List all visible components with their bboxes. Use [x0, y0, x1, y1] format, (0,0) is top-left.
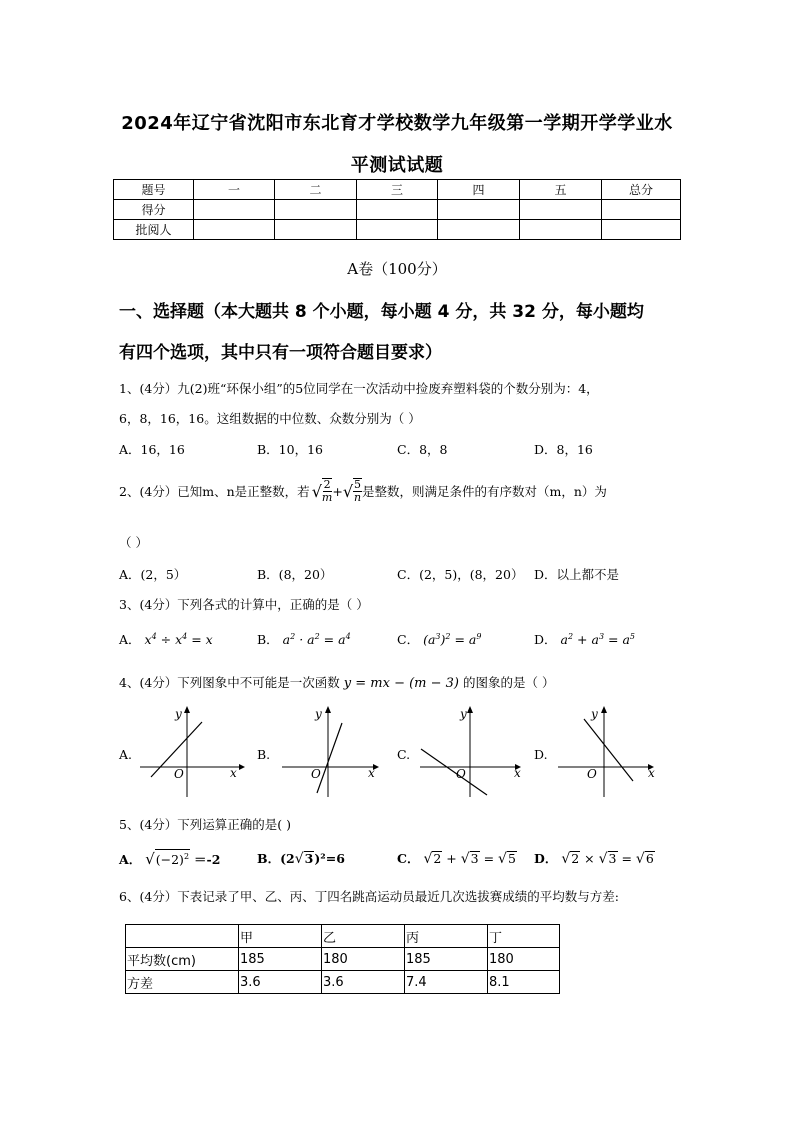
q3-stem: 3、(4分）下列各式的计算中，正确的是（ ）: [119, 597, 369, 612]
y-axis-label: y: [315, 707, 322, 721]
score-cell[interactable]: [357, 200, 438, 220]
q5-formula-a-radicand: $(-2)^2$: [155, 849, 190, 866]
q2-stem-line-1: [119, 478, 607, 504]
score-table-row: [114, 220, 681, 240]
q2-f2-num: 5: [354, 478, 362, 491]
q5-label-a: A．: [119, 852, 142, 868]
score-cell[interactable]: [520, 220, 602, 240]
score-cell[interactable]: [438, 200, 520, 220]
sqrt-icon: √: [311, 481, 322, 501]
q4-stem-prefix: 4、(4分）下列图象中不可能是一次函数: [119, 675, 340, 690]
q3-label-a: A．: [119, 632, 141, 647]
q4-graph-d[interactable]: [556, 705, 660, 800]
q5-option-c[interactable]: [397, 849, 517, 867]
stats-cell: 180: [322, 948, 405, 971]
y-axis-arrow-icon: [184, 706, 190, 713]
q2-option-c[interactable]: C．(2，5)，(8，20）: [397, 567, 524, 582]
q2-f2-den: n: [353, 491, 362, 504]
stats-cell: 180: [488, 948, 560, 971]
score-cell[interactable]: [275, 220, 357, 240]
q2-option-a[interactable]: A．(2，5）: [119, 567, 187, 582]
q3-formula-b: $a^2 \cdot a^2 = a^4$: [282, 631, 351, 647]
stats-cell: 7.4: [405, 971, 488, 994]
y-axis-label: y: [460, 707, 467, 721]
stats-header-cell: 丁: [488, 925, 560, 948]
x-axis-label: x: [514, 766, 521, 780]
q2-fraction-2: [353, 478, 362, 504]
score-header-cell: 总分: [602, 180, 681, 200]
y-axis-arrow-icon: [467, 706, 473, 713]
function-line: [317, 723, 342, 793]
q1-stem-line-1: 1、(4分）九(2)班“环保小组”的5位同学在一次活动中捡废弃塑料袋的个数分别为：4，: [119, 381, 599, 396]
stats-header-cell: 丙: [405, 925, 488, 948]
q6-stats-table: [125, 924, 560, 994]
score-cell[interactable]: [438, 220, 520, 240]
score-table-header-row: [114, 180, 681, 200]
q4-option-c-label[interactable]: C.: [397, 747, 411, 762]
score-header-cell: 题号: [114, 180, 194, 200]
q4-formula: y = mx − (m − 3): [343, 676, 459, 691]
score-cell[interactable]: [520, 200, 602, 220]
stats-cell: 185: [239, 948, 322, 971]
paper-volume: A卷（100分）: [347, 260, 447, 278]
origin-label: O: [456, 767, 466, 781]
q5-stem: 5、(4分）下列运算正确的是( ): [119, 817, 292, 832]
q3-formula-d: $a^2 + a^3 = a^5$: [560, 631, 635, 647]
q5-formula-b-base: (2: [280, 851, 295, 866]
score-cell[interactable]: [602, 200, 681, 220]
q4-option-b-label[interactable]: B.: [257, 747, 271, 762]
stats-header-row: [126, 925, 560, 948]
title-line-1: 2024年辽宁省沈阳市东北育才学校数学九年级第一学期开学学业水: [121, 113, 673, 134]
origin-label: O: [311, 767, 321, 781]
stats-row: [126, 948, 560, 971]
q2-f1-num: 2: [323, 478, 331, 491]
q6-stem: 6、(4分）下表记录了甲、乙、丙、丁四名跳高运动员最近几次选拔赛成绩的平均数与方差:: [119, 889, 619, 904]
score-cell[interactable]: [194, 220, 275, 240]
stats-cell: 平均数(cm): [126, 948, 239, 971]
y-axis-label: y: [591, 707, 598, 721]
q4-option-d-label[interactable]: D.: [534, 747, 548, 762]
q3-formula-c: $(a^3)^2 = a^9$: [423, 631, 482, 647]
q1-option-b[interactable]: B．10，16: [257, 442, 323, 457]
q1-option-d[interactable]: D．8，16: [534, 442, 593, 457]
q1-stem-line-2: 6，8，16，16。这组数据的中位数、众数分别为（ ）: [119, 411, 421, 426]
stats-cell: 3.6: [239, 971, 322, 994]
score-cell[interactable]: [275, 200, 357, 220]
stats-header-cell: 乙: [322, 925, 405, 948]
score-cell[interactable]: [194, 200, 275, 220]
y-axis-arrow-icon: [601, 706, 607, 713]
x-axis-label: x: [648, 766, 655, 780]
q3-option-d[interactable]: [534, 630, 635, 648]
origin-label: O: [174, 767, 184, 781]
score-row-label: 得分: [114, 200, 194, 220]
stats-cell: 8.1: [488, 971, 560, 994]
q4-stem: [119, 673, 554, 691]
x-axis-label: x: [230, 766, 237, 780]
stats-row: [126, 971, 560, 994]
y-axis-label: y: [175, 707, 182, 721]
function-line: [421, 749, 487, 795]
q5-formula-b-radicand: 3: [304, 851, 314, 866]
stats-cell: 3.6: [322, 971, 405, 994]
sqrt-icon: √: [342, 481, 354, 501]
q2-fraction-1: [322, 478, 332, 504]
q3-option-c[interactable]: [397, 630, 481, 648]
q5-formula-c: √2 + √3 = √5: [423, 851, 516, 867]
q4-graph-c[interactable]: [415, 705, 527, 800]
q3-label-c: C．: [397, 632, 420, 647]
score-row-label: 批阅人: [114, 220, 194, 240]
q3-formula-a: $x^4 \div x^4 = x$: [144, 631, 213, 647]
q2-suffix: 是整数，则满足条件的有序数对（m，n）为: [362, 484, 607, 499]
score-header-cell: 五: [520, 180, 602, 200]
stats-header-cell: 甲: [239, 925, 322, 948]
q2-f1-den: m: [321, 491, 333, 504]
title-line-2: 平测试试题: [350, 155, 444, 176]
q5-label-c: C．: [397, 851, 420, 866]
score-cell[interactable]: [602, 220, 681, 240]
q3-label-d: D．: [534, 632, 557, 647]
q5-formula-d: √2 × √3 = √6: [561, 851, 654, 867]
q3-option-a[interactable]: [119, 630, 213, 648]
section-heading-line-1: 一、选择题（本大题共 8 个小题，每小题 4 分，共 32 分，每小题均: [119, 302, 644, 322]
section-heading-line-2: 有四个选项，其中只有一项符合题目要求）: [119, 343, 442, 363]
q5-option-d[interactable]: [534, 849, 655, 867]
score-table: [113, 179, 681, 240]
q3-option-b[interactable]: [257, 630, 351, 648]
q5-label-d: D．: [534, 851, 558, 866]
q5-option-a[interactable]: [119, 849, 220, 868]
q1-option-c[interactable]: C．8，8: [397, 442, 448, 457]
q5-formula-b-tail: )²=6: [314, 851, 345, 866]
q2-option-b[interactable]: B．(8，20）: [257, 567, 333, 582]
stats-cell: 185: [405, 948, 488, 971]
q4-option-a-label[interactable]: A.: [119, 747, 133, 762]
x-axis-label: x: [368, 766, 375, 780]
origin-label: O: [587, 767, 597, 781]
q2-option-d[interactable]: D．以上都不是: [534, 567, 620, 582]
x-axis-arrow-icon: [239, 764, 245, 770]
q2-prefix: 2、(4分）已知m、n是正整数，若: [119, 484, 310, 499]
q4-graph-b[interactable]: [277, 705, 387, 800]
q3-label-b: B．: [257, 632, 279, 647]
score-table-row: [114, 200, 681, 220]
stats-cell: 方差: [126, 971, 239, 994]
sqrt-icon: √: [145, 850, 155, 869]
score-cell[interactable]: [357, 220, 438, 240]
stats-header-cell: [126, 925, 239, 948]
score-header-cell: 一: [194, 180, 275, 200]
q5-option-b[interactable]: [257, 849, 345, 867]
q5-formula-a-rhs: ＝-2: [194, 852, 221, 868]
score-header-cell: 二: [275, 180, 357, 200]
score-header-cell: 四: [438, 180, 520, 200]
q4-graph-a[interactable]: [135, 705, 245, 800]
q4-stem-suffix: 的图象的是（ ）: [462, 675, 555, 690]
q2-stem-line-2: （ ）: [119, 535, 148, 550]
q5-label-b: B．: [257, 851, 281, 866]
y-axis-arrow-icon: [325, 706, 331, 713]
q1-option-a[interactable]: A．16，16: [119, 442, 185, 457]
score-header-cell: 三: [357, 180, 438, 200]
sqrt-icon: √: [294, 851, 304, 867]
q2-plus: +: [332, 483, 343, 499]
